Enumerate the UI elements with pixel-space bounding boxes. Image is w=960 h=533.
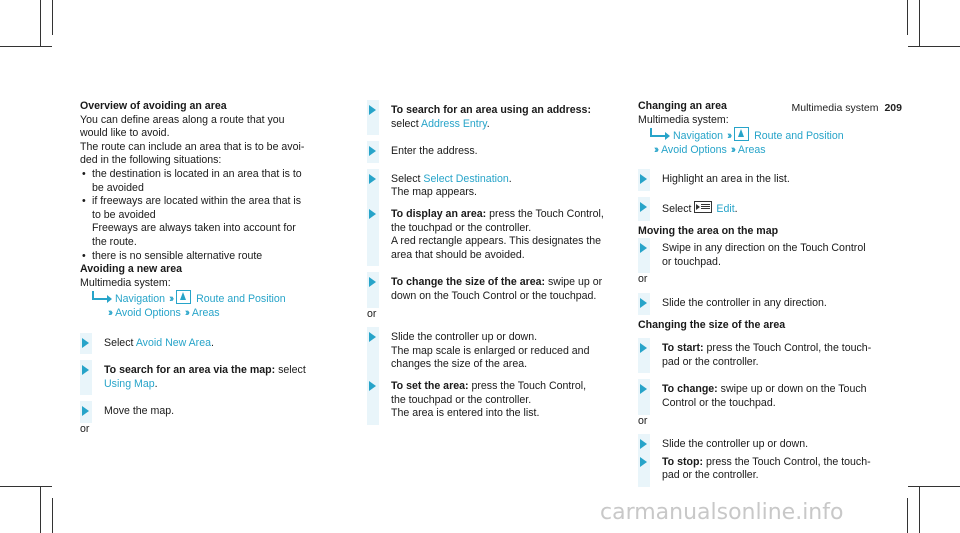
step-arrow-icon bbox=[369, 105, 376, 115]
list-item: • there is no sensible alternative route bbox=[80, 250, 352, 264]
path-avoid-options[interactable]: Avoid Options bbox=[661, 143, 727, 156]
step: Select Avoid New Area. bbox=[80, 337, 352, 351]
path-navigation[interactable]: Navigation bbox=[115, 293, 166, 306]
column-2 bbox=[367, 100, 629, 421]
double-chevron-icon: ›› bbox=[727, 130, 731, 143]
step: To set the area: press the Touch Control, the touchpad or the controller. The area is entered into the list. bbox=[367, 380, 629, 421]
double-chevron-icon: ›› bbox=[108, 306, 112, 319]
double-chevron-icon: ›› bbox=[730, 143, 734, 156]
step-arrow-icon bbox=[640, 457, 647, 467]
step: Slide the controller up or down. bbox=[638, 438, 900, 452]
step-arrow-icon bbox=[640, 202, 647, 212]
route-icon bbox=[734, 127, 749, 141]
crop-mark bbox=[907, 498, 908, 533]
path-route-position[interactable]: Route and Position bbox=[754, 130, 844, 143]
step-arrow-icon bbox=[82, 338, 89, 348]
menu-path bbox=[80, 290, 352, 307]
intro-line: You can define areas along a route that you bbox=[80, 113, 285, 126]
crop-mark bbox=[40, 486, 41, 533]
watermark: carmanualsonline.info bbox=[600, 500, 844, 525]
step-arrow-icon bbox=[369, 209, 376, 219]
crop-mark bbox=[40, 0, 41, 47]
step-arrow-icon bbox=[82, 365, 89, 375]
situation-line: The route can include an area that is to be avoi- bbox=[80, 140, 305, 153]
intro-line: would like to avoid. bbox=[80, 127, 170, 140]
link-address-entry[interactable]: Address Entry bbox=[421, 117, 487, 130]
or-text: or bbox=[638, 273, 648, 286]
route-icon bbox=[176, 290, 191, 304]
link-edit[interactable]: Edit bbox=[716, 202, 735, 215]
list-item-note: Freeways are always taken into account for the route. bbox=[92, 222, 296, 248]
hook-arrow-icon bbox=[650, 128, 665, 137]
step: Enter the address. bbox=[367, 145, 629, 159]
step: Slide the controller in any direction. bbox=[638, 297, 900, 311]
double-chevron-icon: ›› bbox=[169, 293, 173, 306]
step: Select Select Destination. The map appears. bbox=[367, 173, 629, 200]
step-arrow-icon bbox=[82, 406, 89, 416]
crop-mark bbox=[919, 486, 920, 533]
crop-mark bbox=[919, 0, 920, 47]
heading-overview: Overview of avoiding an area bbox=[80, 100, 227, 112]
double-chevron-icon: ›› bbox=[654, 143, 658, 156]
crop-mark bbox=[908, 46, 960, 47]
column-3 bbox=[638, 100, 900, 483]
heading-moving-area: Moving the area on the map bbox=[638, 224, 779, 237]
step-arrow-icon bbox=[369, 277, 376, 287]
double-chevron-icon: ›› bbox=[184, 306, 188, 319]
step-arrow-icon bbox=[640, 343, 647, 353]
step-arrow-icon bbox=[640, 298, 647, 308]
hook-arrow-icon bbox=[92, 291, 107, 300]
path-areas[interactable]: Areas bbox=[191, 306, 220, 319]
link-avoid-new-area[interactable]: Avoid New Area bbox=[135, 336, 211, 349]
step: Highlight an area in the list. bbox=[638, 173, 900, 187]
step-arrow-icon bbox=[640, 439, 647, 449]
crop-mark bbox=[0, 486, 52, 487]
step-arrow-icon bbox=[640, 384, 647, 394]
step-arrow-icon bbox=[369, 146, 376, 156]
step-arrow-icon bbox=[369, 174, 376, 184]
step: Move the map. bbox=[80, 405, 352, 419]
system-label: Multimedia system: bbox=[638, 113, 729, 126]
crop-mark bbox=[0, 46, 52, 47]
step: Select Edit. bbox=[638, 201, 900, 217]
step-arrow-icon bbox=[369, 332, 376, 342]
situation-line: ded in the following situations: bbox=[80, 154, 222, 167]
menu-path bbox=[80, 307, 352, 321]
path-navigation[interactable]: Navigation bbox=[673, 130, 724, 143]
step: To display an area: press the Touch Control, the touchpad or the controller. A red rectangle appears. This designates the area that should be avoided. bbox=[367, 208, 629, 262]
crop-mark bbox=[908, 486, 960, 487]
step: To search for an area via the map: select Using Map. bbox=[80, 364, 352, 391]
heading-changing-size: Changing the size of the area bbox=[638, 318, 786, 331]
page-number: 209 bbox=[884, 102, 902, 114]
section-title: Multimedia system bbox=[791, 102, 879, 114]
heading-changing-area: Changing an area bbox=[638, 100, 727, 112]
list-item: • if freeways are located within the area that is to be avoided bbox=[80, 195, 352, 222]
step: To change: swipe up or down on the Touch Control or the touchpad. bbox=[638, 383, 900, 410]
menu-path bbox=[638, 144, 900, 158]
or-text: or bbox=[638, 414, 648, 427]
path-areas[interactable]: Areas bbox=[737, 143, 766, 156]
step: To start: press the Touch Control, the touch- pad or the controller. bbox=[638, 342, 900, 369]
step: To change the size of the area: swipe up or down on the Touch Control or the touchpad. bbox=[367, 276, 629, 303]
column-1 bbox=[80, 100, 352, 436]
link-select-destination[interactable]: Select Destination bbox=[423, 172, 509, 185]
edit-list-icon bbox=[694, 201, 712, 213]
step-arrow-icon bbox=[369, 381, 376, 391]
step-arrow-icon bbox=[640, 174, 647, 184]
or-text: or bbox=[80, 422, 90, 435]
system-label: Multimedia system: bbox=[80, 276, 171, 289]
path-route-position[interactable]: Route and Position bbox=[196, 293, 286, 306]
step: To search for an area using an address: select Address Entry. bbox=[367, 104, 629, 131]
crop-mark bbox=[907, 0, 908, 35]
step-arrow-icon bbox=[640, 243, 647, 253]
menu-path bbox=[638, 127, 900, 144]
step: Slide the controller up or down. The map scale is enlarged or reduced and changes the size of the area. bbox=[367, 331, 629, 372]
step: To stop: press the Touch Control, the touch- pad or the controller. bbox=[638, 456, 900, 483]
link-using-map[interactable]: Using Map bbox=[104, 377, 155, 390]
heading-avoid-new: Avoiding a new area bbox=[80, 263, 183, 276]
crop-mark bbox=[52, 0, 53, 35]
list-item: • the destination is located in an area that is to be avoided bbox=[80, 168, 352, 195]
step: Swipe in any direction on the Touch Control or touchpad. bbox=[638, 242, 900, 269]
crop-mark bbox=[52, 498, 53, 533]
or-text: or bbox=[367, 307, 377, 320]
path-avoid-options[interactable]: Avoid Options bbox=[115, 306, 181, 319]
